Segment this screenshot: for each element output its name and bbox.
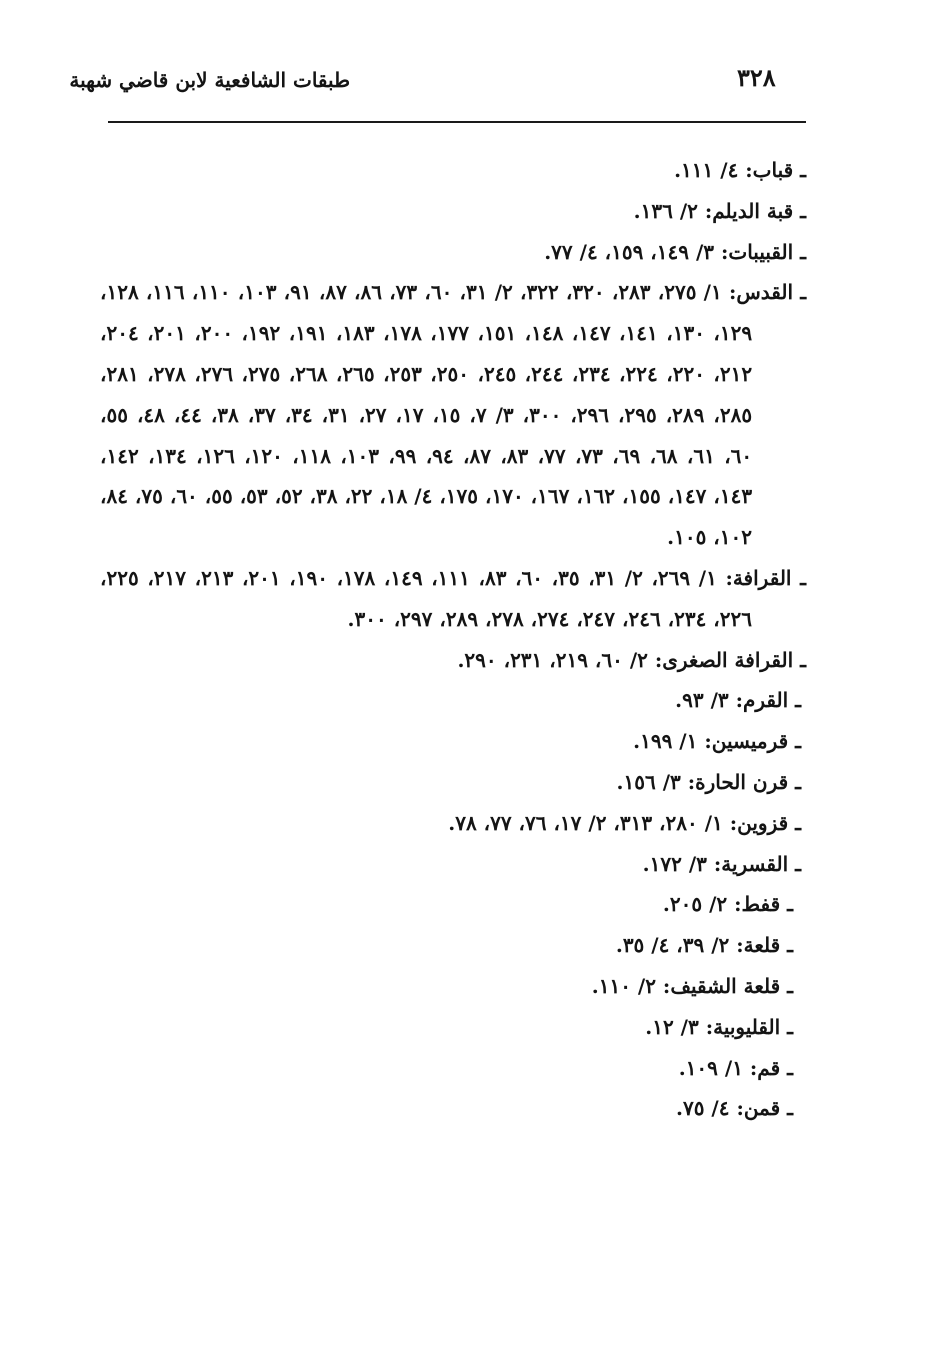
index-entry: ـ قبة الديلم: ٢/ ١٣٦. [633,198,806,223]
place-index-list [100,150,806,1129]
index-entry: ـ قمن: ٤/ ٧٥. [676,1096,793,1121]
index-entry: ـ قم: ١/ ١٠٩. [678,1055,793,1080]
index-entry: ـ القليوبية: ٣/ ١٢. [645,1014,793,1039]
index-entry: ـ قرن الحارة: ٣/ ١٥٦. [616,769,801,794]
index-entry: ـ قلعة: ٢/ ٣٩، ٤/ ٣٥. [615,933,793,958]
index-entry: ـ القدس: ١/ ٢٧٥، ٢٨٣، ٣٢٠، ٣٢٢، ٢/ ٣١، ٦٠، ٧٣، ٨٦، ٨٧، ٩١، ١٠٣، ١١٠، ١١٦، ١٢٨، ١٢٩، ١٣٠، ١٤١، ١٤٧، ١٤٨، ١٥١، ١٧٧، ١٧٨، ١٨٣، ١٩١، ١٩٢، ٢٠٠، ٢٠١، ٢٠٤، ٢١٢، ٢٢٠، ٢٢٤، ٢٣٤، ٢٤٤، ٢٤٥، ٢٥٠، ٢٥٣، ٢٦٥، ٢٦٨، ٢٧٥، ٢٧٦، ٢٧٨، ٢٨١، ٢٨٥، ٢٨٩، ٢٩٥، ٢٩٦، ٣٠٠، ٣/ ٧، ١٥، ١٧، ٢٧، ٣١، ٣٤، ٣٧، ٣٨، ٤٤، ٤٨، ٥٥، ٦٠، ٦١، ٦٨، ٦٩، ٧٣، ٧٧، ٨٣، ٨٧، ٩٤، ٩٩، ١٠٣، ١١٨، ١٢٠، ١٢٦، ١٣٤، ١٤٢، ١٤٣، ١٤٧، ١٥٥، ١٦٢، ١٦٧، ١٧٠، ١٧٥، ٤/ ١٨، ٢٢، ٣٨، ٥٢، ٥٣، ٥٥، ٦٠، ٧٥، ٨٤، ١٠٢، ١٠٥. [100,280,807,550]
index-entry: ـ قفط: ٢/ ٢٠٥. [662,892,793,917]
index-entry: ـ القرافة: ١/ ٢٦٩، ٢/ ٣١، ٣٥، ٦٠، ٨٣، ١١١، ١٤٩، ١٧٨، ١٩٠، ٢٠١، ٢١٣، ٢١٧، ٢٢٥، ٢٢٦، ٢٣٤، ٢٤٦، ٢٤٧، ٢٧٤، ٢٧٨، ٢٨٩، ٢٩٧، ٣٠٠. [100,565,806,631]
header-divider [108,121,806,123]
index-entry: ـ القرم: ٣/ ٩٣. [675,688,801,713]
running-title: طبقات الشافعية لابن قاضي شهبة [69,68,350,92]
index-entry: ـ قرميسين: ١/ ١٩٩. [633,729,801,754]
index-entry: ـ قباب: ٤/ ١١١. [674,158,806,182]
index-entry: ـ القبيبات: ٣/ ١٤٩، ١٥٩، ٤/ ٧٧. [544,239,806,264]
index-entry: ـ قلعة الشقيف: ٢/ ١١٠. [591,973,793,998]
index-entry: ـ القسرية: ٣/ ١٧٢. [642,851,801,876]
index-entry: ـ قزوين: ١/ ٢٨٠، ٣١٣، ٢/ ١٧، ٧٦، ٧٧، ٧٨. [448,810,801,835]
index-entry: ـ القرافة الصغرى: ٢/ ٦٠، ٢١٩، ٢٣١، ٢٩٠. [457,647,806,672]
page-number: ٣٢٨ [737,63,776,92]
